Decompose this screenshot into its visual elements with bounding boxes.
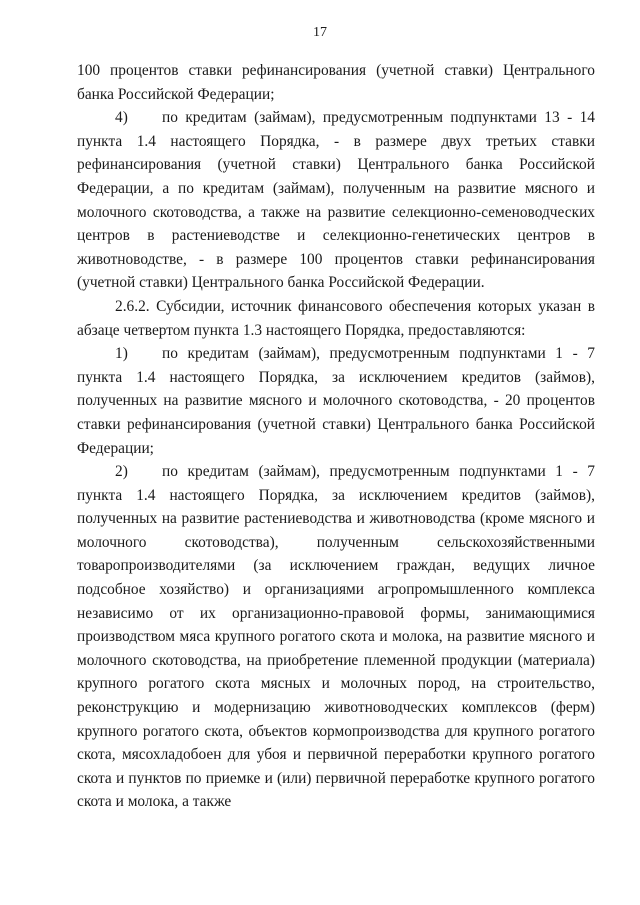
paragraph-text: по кредитам (займам), предусмотренным подпунктами 13 - 14 пункта 1.4 настоящего Порядка, - в размере двух третьих ставки рефинансирования (учетной ставки) Центрального банка Российской Федерации, а по кредитам (займам), полученным на развитие мясного и молочного скотоводства, а также на развитие селекционно-семеноводческих центров в растениеводстве и селекционно-генетических центров в животноводстве, - в размере 100 процентов ставки рефинансирования (учетной ставки) Центрального банка Российской Федерации. bbox=[77, 109, 595, 292]
list-item-1 bbox=[77, 342, 595, 460]
list-item-2 bbox=[77, 460, 595, 814]
paragraph-text: 100 процентов ставки рефинансирования (учетной ставки) Центрального банка Российской Федерации; bbox=[77, 62, 595, 103]
list-item-4 bbox=[77, 106, 595, 295]
section-2-6-2 bbox=[77, 295, 595, 342]
paragraph-text: по кредитам (займам), предусмотренным подпунктами 1 - 7 пункта 1.4 настоящего Порядка, за исключением кредитов (займов), полученных на развитие растениеводства и животноводства (кроме мясного и молочного скотоводства), полученным сельскохозяйственными товаропроизводителями (за исключением граждан, ведущих личное подсобное хозяйство) и организациями агропромышленного комплекса независимо от их организационно-правовой формы, занимающимися производством мяса крупного рогатого скота и молока, на развитие мясного и молочного скотоводства, на приобретение племенной продукции (материала) крупного рогатого скота мясных и молочных пород, на строительство, реконструкцию и модернизацию животноводческих комплексов (ферм) крупного рогатого скота, объектов кормопроизводства для крупного рогатого скота, мясохладобоен для убоя и первичной переработки крупного рогатого скота и пунктов по приемке и (или) первичной переработке крупного рогатого скота и молока, а также bbox=[77, 463, 595, 811]
paragraph-continuation bbox=[77, 59, 595, 106]
document-body bbox=[77, 59, 595, 814]
list-item-number: 4) bbox=[115, 109, 128, 127]
list-item-number: 2) bbox=[115, 463, 128, 481]
page-number: 17 bbox=[313, 25, 327, 40]
paragraph-text: по кредитам (займам), предусмотренным подпунктами 1 - 7 пункта 1.4 настоящего Порядка, за исключением кредитов (займов), полученных на развитие мясного и молочного скотоводства, - 20 процентов ставки рефинансирования (учетной ставки) Центрального банка Российской Федерации; bbox=[77, 345, 595, 457]
paragraph-text: 2.6.2. Субсидии, источник финансового обеспечения которых указан в абзаце четвертом пункта 1.3 настоящего Порядка, предоставляются: bbox=[77, 297, 595, 339]
list-item-number: 1) bbox=[115, 345, 128, 363]
